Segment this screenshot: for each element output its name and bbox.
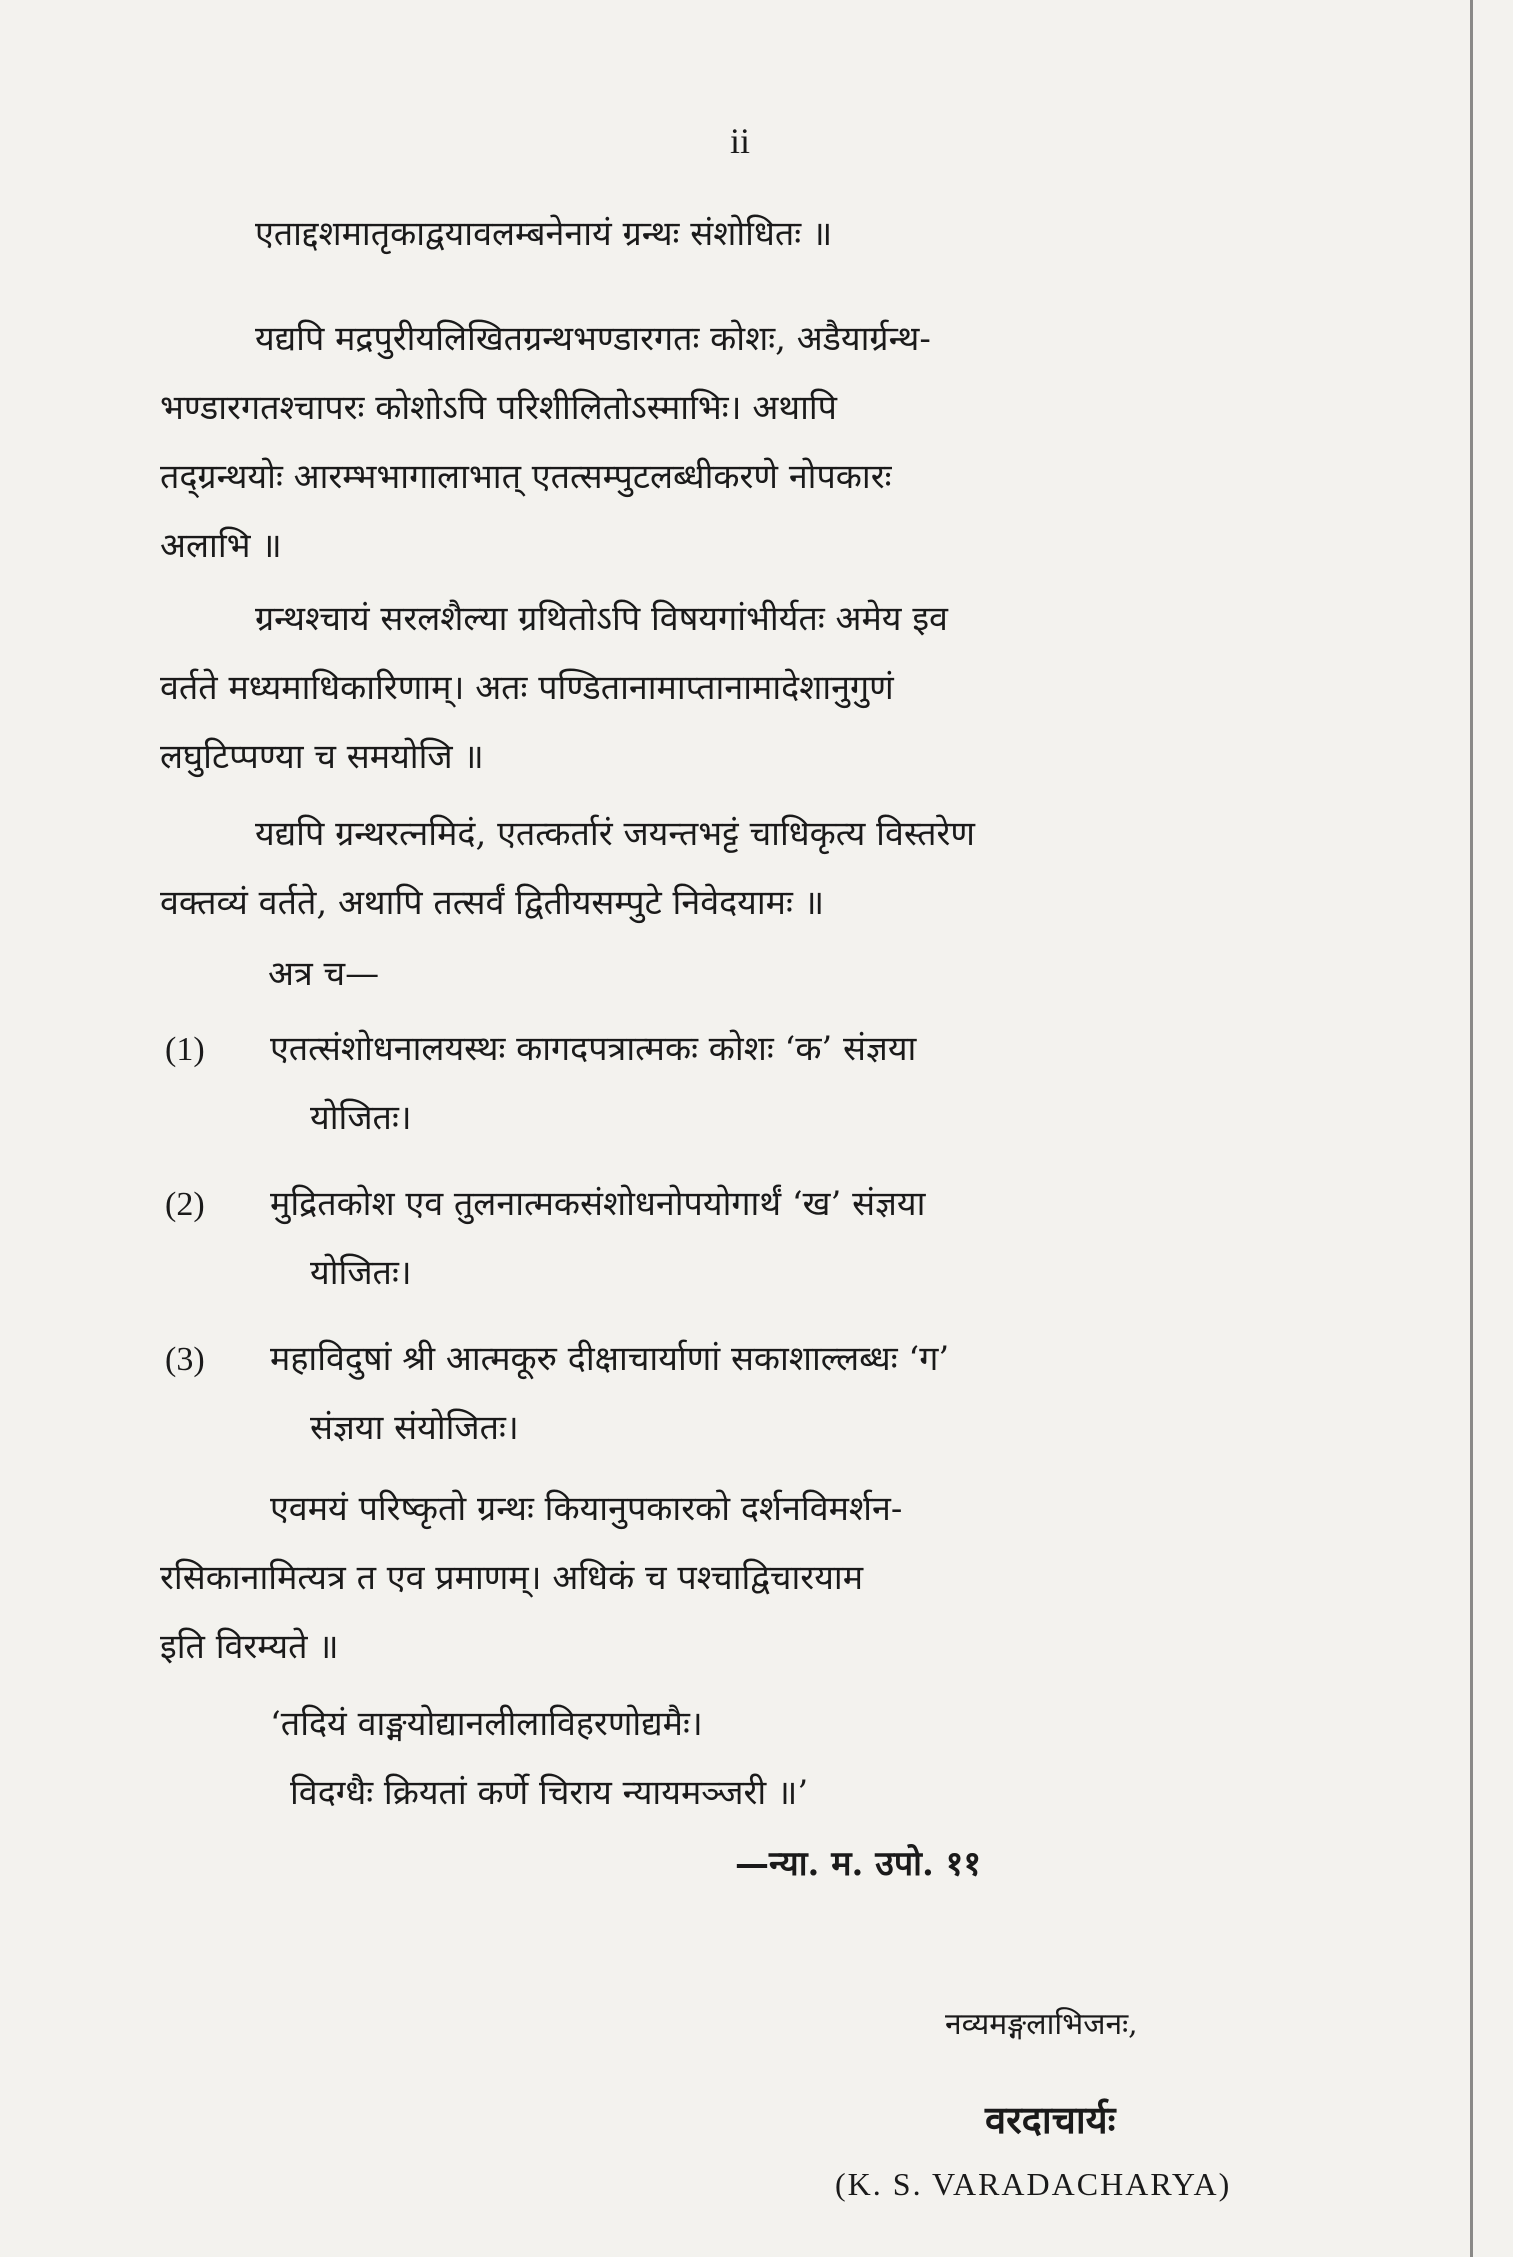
paragraph-4-line-1: यद्यपि ग्रन्थरत्नमिदं, एतत्कर्तारं जयन्तभट्टं चाधिकृत्य विस्तरेण [255, 814, 975, 854]
atra-ca: अत्र च— [268, 954, 380, 994]
list-item-line-1: मुद्रितकोश एव तुलनात्मकसंशोधनोपयोगार्थं ‘ख’ संज्ञया [270, 1184, 926, 1224]
list-item [165, 1325, 1345, 1463]
verse-line-2: विदग्धैः क्रियतां कर्णे चिराय न्यायमञ्जरी ॥’ [290, 1773, 809, 1813]
paragraph-2-line-2: भण्डारगतश्चापरः कोशोऽपि परिशीलितोऽस्माभिः। अथापि [160, 388, 837, 428]
binding-edge [1470, 0, 1513, 2257]
closing-line-2: रसिकानामित्यत्र त एव प्रमाणम्। अधिकं च पश्चाद्विचारयाम [160, 1558, 864, 1598]
paragraph-3-line-1: ग्रन्थश्चायं सरलशैल्या ग्रथितोऽपि विषयगांभीर्यतः अमेय इव [255, 599, 948, 639]
list-number: (2) [165, 1186, 205, 1223]
verse-quote [270, 1690, 1270, 1828]
page-number: ii [729, 121, 750, 161]
list-item [165, 1015, 1345, 1153]
closing-line-1: एवमयं परिष्कृतो ग्रन्थः कियानुपकारको दर्शनविमर्शन- [270, 1489, 903, 1529]
paragraph-3-line-2: वर्तते मध्यमाधिकारिणाम्। अतः पण्डितानामाप्तानामादेशानुगुणं [160, 668, 894, 708]
list-item-line-1: एतत्संशोधनालयस्थः कागदपत्रात्मकः कोशः ‘क’ संज्ञया [270, 1029, 917, 1069]
list-item-line-2: संज्ञया संयोजितः। [310, 1408, 519, 1448]
paragraph-4-line-2: वक्तव्यं वर्तते, अथापि तत्सर्वं द्वितीयसम्पुटे निवेदयामः ॥ [160, 883, 825, 923]
paragraph-1: एताद्दशमातृकाद्वयावलम्बनेनायं ग्रन्थः संशोधितः ॥ [255, 214, 833, 254]
signature-english-name: (K. S. VARADACHARYA) [835, 2166, 1232, 2202]
paragraph-3-line-3: लघुटिप्पण्या च समयोजि ॥ [160, 737, 484, 777]
paragraph-2-line-3: तद्ग्रन्थयोः आरम्भभागालाभात् एतत्सम्पुटलब्धीकरणे नोपकारः [160, 457, 892, 497]
verse-line-1: ‘तदियं वाङ्मयोद्यानलीलाविहरणोद्यमैः। [270, 1704, 703, 1744]
quote-source: —न्या. म. उपो. ११ [735, 1844, 982, 1884]
paragraph-2-line-4: अलाभि ॥ [160, 526, 282, 566]
closing-paragraph [160, 1475, 1340, 1682]
paragraph-4 [160, 800, 1340, 938]
list-number: (1) [165, 1031, 205, 1068]
list-item-line-2: योजितः। [310, 1098, 412, 1138]
signature-name: वरदाचार्यः [985, 2097, 1116, 2142]
list-item-line-2: योजितः। [310, 1253, 412, 1293]
closing-line-3: इति विरम्यते ॥ [160, 1627, 339, 1667]
signature-lineage: नव्यमङ्गलाभिजनः, [945, 2007, 1138, 2042]
paragraph-3 [160, 585, 1340, 792]
list-item [165, 1170, 1345, 1308]
paragraph-2-line-1: यद्यपि मद्रपुरीयलिखितग्रन्थभण्डारगतः कोशः, अडैयार्ग्रन्थ- [255, 319, 931, 359]
paragraph-2 [160, 305, 1340, 581]
list-number: (3) [165, 1341, 205, 1378]
list-item-line-1: महाविदुषां श्री आत्मकूरु दीक्षाचार्याणां सकाशाल्लब्धः ‘ग’ [270, 1339, 950, 1379]
